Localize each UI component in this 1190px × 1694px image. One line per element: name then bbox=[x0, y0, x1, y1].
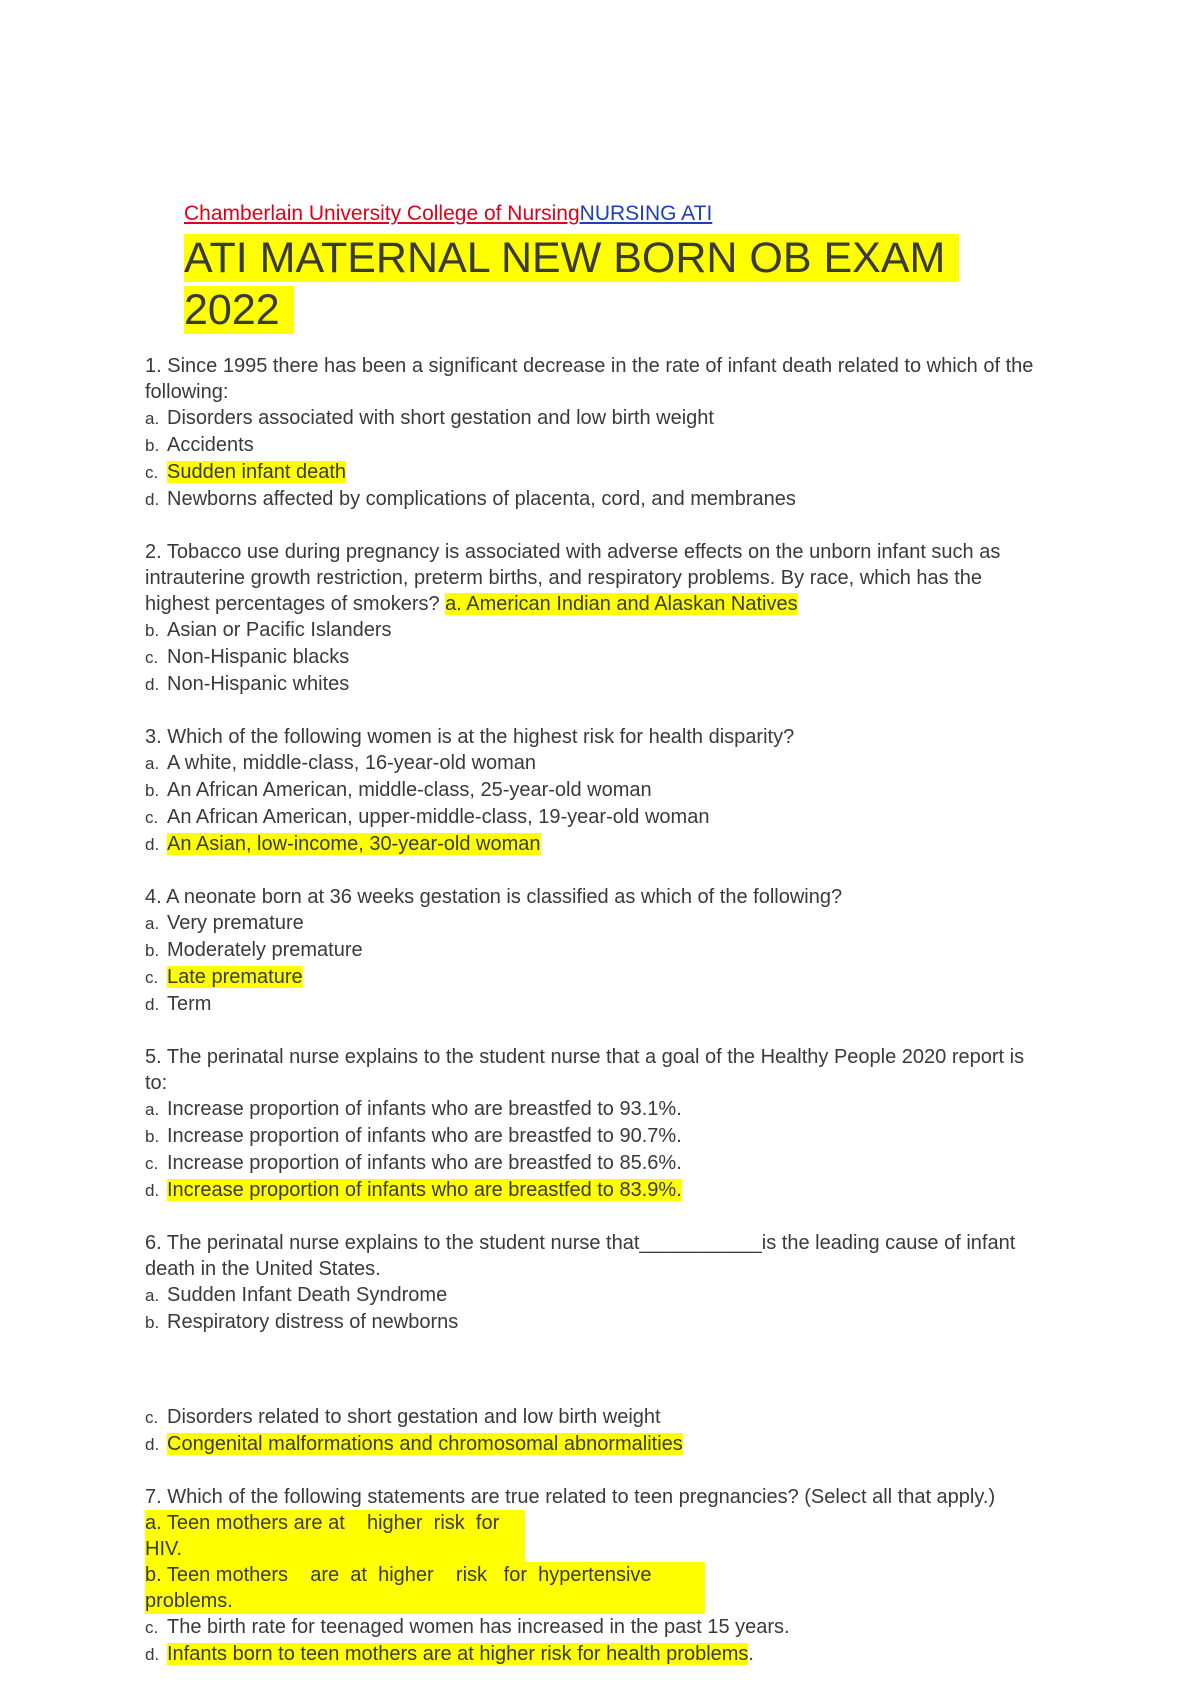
option-letter: b. bbox=[145, 621, 160, 640]
option-b bbox=[145, 937, 1045, 964]
page-gap bbox=[145, 1336, 1045, 1404]
option-a bbox=[145, 910, 1045, 937]
option-text: The birth rate for teenaged women has increased in the past 15 years. bbox=[167, 1616, 790, 1638]
option-text: Moderately premature bbox=[167, 939, 363, 961]
option-text: Disorders related to short gestation and low birth weight bbox=[167, 1406, 661, 1428]
question-stem: 3. Which of the following women is at the highest risk for health disparity? bbox=[145, 726, 795, 748]
option-text: Respiratory distress of newborns bbox=[167, 1311, 459, 1333]
option-text: An African American, middle-class, 25-year-old woman bbox=[167, 779, 652, 801]
question-stem: 1. Since 1995 there has been a significant decrease in the rate of infant death related to which of the following: bbox=[145, 355, 1034, 403]
option-text: Newborns affected by complications of placenta, cord, and membranes bbox=[167, 488, 796, 510]
option-d bbox=[145, 671, 1045, 698]
option-letter: c. bbox=[145, 1618, 159, 1637]
option-b-answer-cont bbox=[145, 1588, 1045, 1614]
exam-title-line1: ATI MATERNAL NEW BORN OB EXAM bbox=[184, 234, 959, 282]
option-d bbox=[145, 991, 1045, 1018]
option-letter: a. bbox=[145, 1286, 160, 1305]
option-a bbox=[145, 405, 1045, 432]
option-b-answer bbox=[145, 1562, 1045, 1588]
questions bbox=[145, 353, 1045, 1694]
highlighted-answer: Congenital malformations and chromosomal abnormalities bbox=[167, 1433, 683, 1455]
highlighted-answer: HIV. bbox=[145, 1536, 525, 1562]
option-text: Asian or Pacific Islanders bbox=[167, 619, 392, 641]
option-a bbox=[145, 1096, 1045, 1123]
option-text: Term bbox=[167, 993, 212, 1015]
course-link[interactable]: NURSING ATI bbox=[579, 202, 713, 225]
option-letter: d. bbox=[145, 1645, 160, 1664]
option-letter: c. bbox=[145, 648, 159, 667]
option-letter: a. bbox=[145, 1100, 160, 1119]
question-5 bbox=[145, 1044, 1045, 1204]
option-d-answer bbox=[145, 1177, 1045, 1204]
option-text: Accidents bbox=[167, 434, 254, 456]
option-b bbox=[145, 777, 1045, 804]
option-letter: c. bbox=[145, 1154, 159, 1173]
question-3 bbox=[145, 724, 1045, 858]
option-letter: b. bbox=[145, 436, 160, 455]
question-stem bbox=[145, 539, 1045, 617]
option-letter: d. bbox=[145, 1181, 160, 1200]
question-stem-text: 2. Tobacco use during pregnancy is associated with adverse effects on the unborn infant such as intrauterine growth restriction, preterm births, and respiratory problems. By race, which has the highest percentages of smokers? bbox=[145, 541, 1001, 615]
option-a bbox=[145, 1282, 1045, 1309]
question-stem: 5. The perinatal nurse explains to the student nurse that a goal of the Healthy People 2020 report is to: bbox=[145, 1046, 1025, 1094]
option-b bbox=[145, 432, 1045, 459]
option-letter: c. bbox=[145, 463, 159, 482]
exam-title bbox=[184, 232, 994, 336]
option-text: Increase proportion of infants who are breastfed to 93.1%. bbox=[167, 1098, 682, 1120]
option-text: Non-Hispanic blacks bbox=[167, 646, 350, 668]
highlighted-answer: Increase proportion of infants who are breastfed to 83.9%. bbox=[167, 1179, 682, 1201]
option-c bbox=[145, 1404, 1045, 1431]
option-c-answer bbox=[145, 459, 1045, 486]
option-d bbox=[145, 486, 1045, 513]
option-c bbox=[145, 1150, 1045, 1177]
option-c bbox=[145, 1614, 1045, 1641]
highlighted-answer: Late premature bbox=[167, 966, 303, 988]
highlighted-answer: b. Teen mothers are at higher risk for hypertensive bbox=[145, 1562, 705, 1588]
option-letter: a. bbox=[145, 409, 160, 428]
option-a-answer bbox=[145, 1510, 1045, 1536]
highlighted-answer: a. American Indian and Alaskan Natives bbox=[445, 593, 798, 615]
document-header bbox=[184, 201, 712, 227]
option-text: Increase proportion of infants who are breastfed to 90.7%. bbox=[167, 1125, 682, 1147]
option-letter: d. bbox=[145, 675, 160, 694]
option-letter: c. bbox=[145, 1408, 159, 1427]
option-text: Increase proportion of infants who are breastfed to 85.6%. bbox=[167, 1152, 682, 1174]
institution-link[interactable]: Chamberlain University College of Nursing bbox=[184, 202, 580, 225]
option-text: Sudden Infant Death Syndrome bbox=[167, 1284, 448, 1306]
question-stem: 4. A neonate born at 36 weeks gestation is classified as which of the following? bbox=[145, 886, 843, 908]
highlighted-answer: problems. bbox=[145, 1588, 705, 1614]
option-letter: b. bbox=[145, 781, 160, 800]
option-c bbox=[145, 644, 1045, 671]
option-a bbox=[145, 750, 1045, 777]
option-d-answer bbox=[145, 1641, 1045, 1668]
option-letter: c. bbox=[145, 808, 159, 827]
option-c-answer bbox=[145, 964, 1045, 991]
option-letter: d. bbox=[145, 490, 160, 509]
option-text: Very premature bbox=[167, 912, 304, 934]
option-letter: b. bbox=[145, 1313, 160, 1332]
highlighted-answer: Infants born to teen mothers are at higher risk for health problems bbox=[167, 1643, 749, 1665]
highlighted-answer: An Asian, low-income, 30-year-old woman bbox=[167, 833, 541, 855]
option-d-answer bbox=[145, 831, 1045, 858]
option-text: A white, middle-class, 16-year-old woman bbox=[167, 752, 537, 774]
question-stem: 7. Which of the following statements are true related to teen pregnancies? (Select all that apply.) bbox=[145, 1486, 996, 1508]
option-text: Disorders associated with short gestation and low birth weight bbox=[167, 407, 714, 429]
exam-title-line2: 2022 bbox=[184, 286, 294, 334]
question-stem bbox=[145, 1230, 1045, 1282]
question-1 bbox=[145, 353, 1045, 513]
highlighted-answer: a. Teen mothers are at higher risk for bbox=[145, 1510, 525, 1536]
question-2 bbox=[145, 539, 1045, 698]
option-c bbox=[145, 804, 1045, 831]
option-letter: d. bbox=[145, 995, 160, 1014]
option-letter: a. bbox=[145, 754, 160, 773]
option-text: An African American, upper-middle-class, 19-year-old woman bbox=[167, 806, 710, 828]
option-text-end: . bbox=[748, 1643, 754, 1665]
option-letter: b. bbox=[145, 941, 160, 960]
option-letter: d. bbox=[145, 1435, 160, 1454]
highlighted-answer: Sudden infant death bbox=[167, 461, 347, 483]
option-letter: b. bbox=[145, 1127, 160, 1146]
option-b bbox=[145, 1123, 1045, 1150]
question-7 bbox=[145, 1484, 1045, 1668]
question-6 bbox=[145, 1230, 1045, 1458]
option-letter: a. bbox=[145, 914, 160, 933]
question-4 bbox=[145, 884, 1045, 1018]
option-b bbox=[145, 617, 1045, 644]
option-b bbox=[145, 1309, 1045, 1336]
option-letter: d. bbox=[145, 835, 160, 854]
option-letter: c. bbox=[145, 968, 159, 987]
stem-before: 6. The perinatal nurse explains to the student nurse that bbox=[145, 1232, 640, 1254]
option-a-answer-cont bbox=[145, 1536, 1045, 1562]
option-text: Non-Hispanic whites bbox=[167, 673, 350, 695]
stem-after: is the leading cause of infant death in the United States. bbox=[145, 1232, 1016, 1280]
option-d-answer bbox=[145, 1431, 1045, 1458]
fill-blank: ___________ bbox=[639, 1232, 762, 1254]
